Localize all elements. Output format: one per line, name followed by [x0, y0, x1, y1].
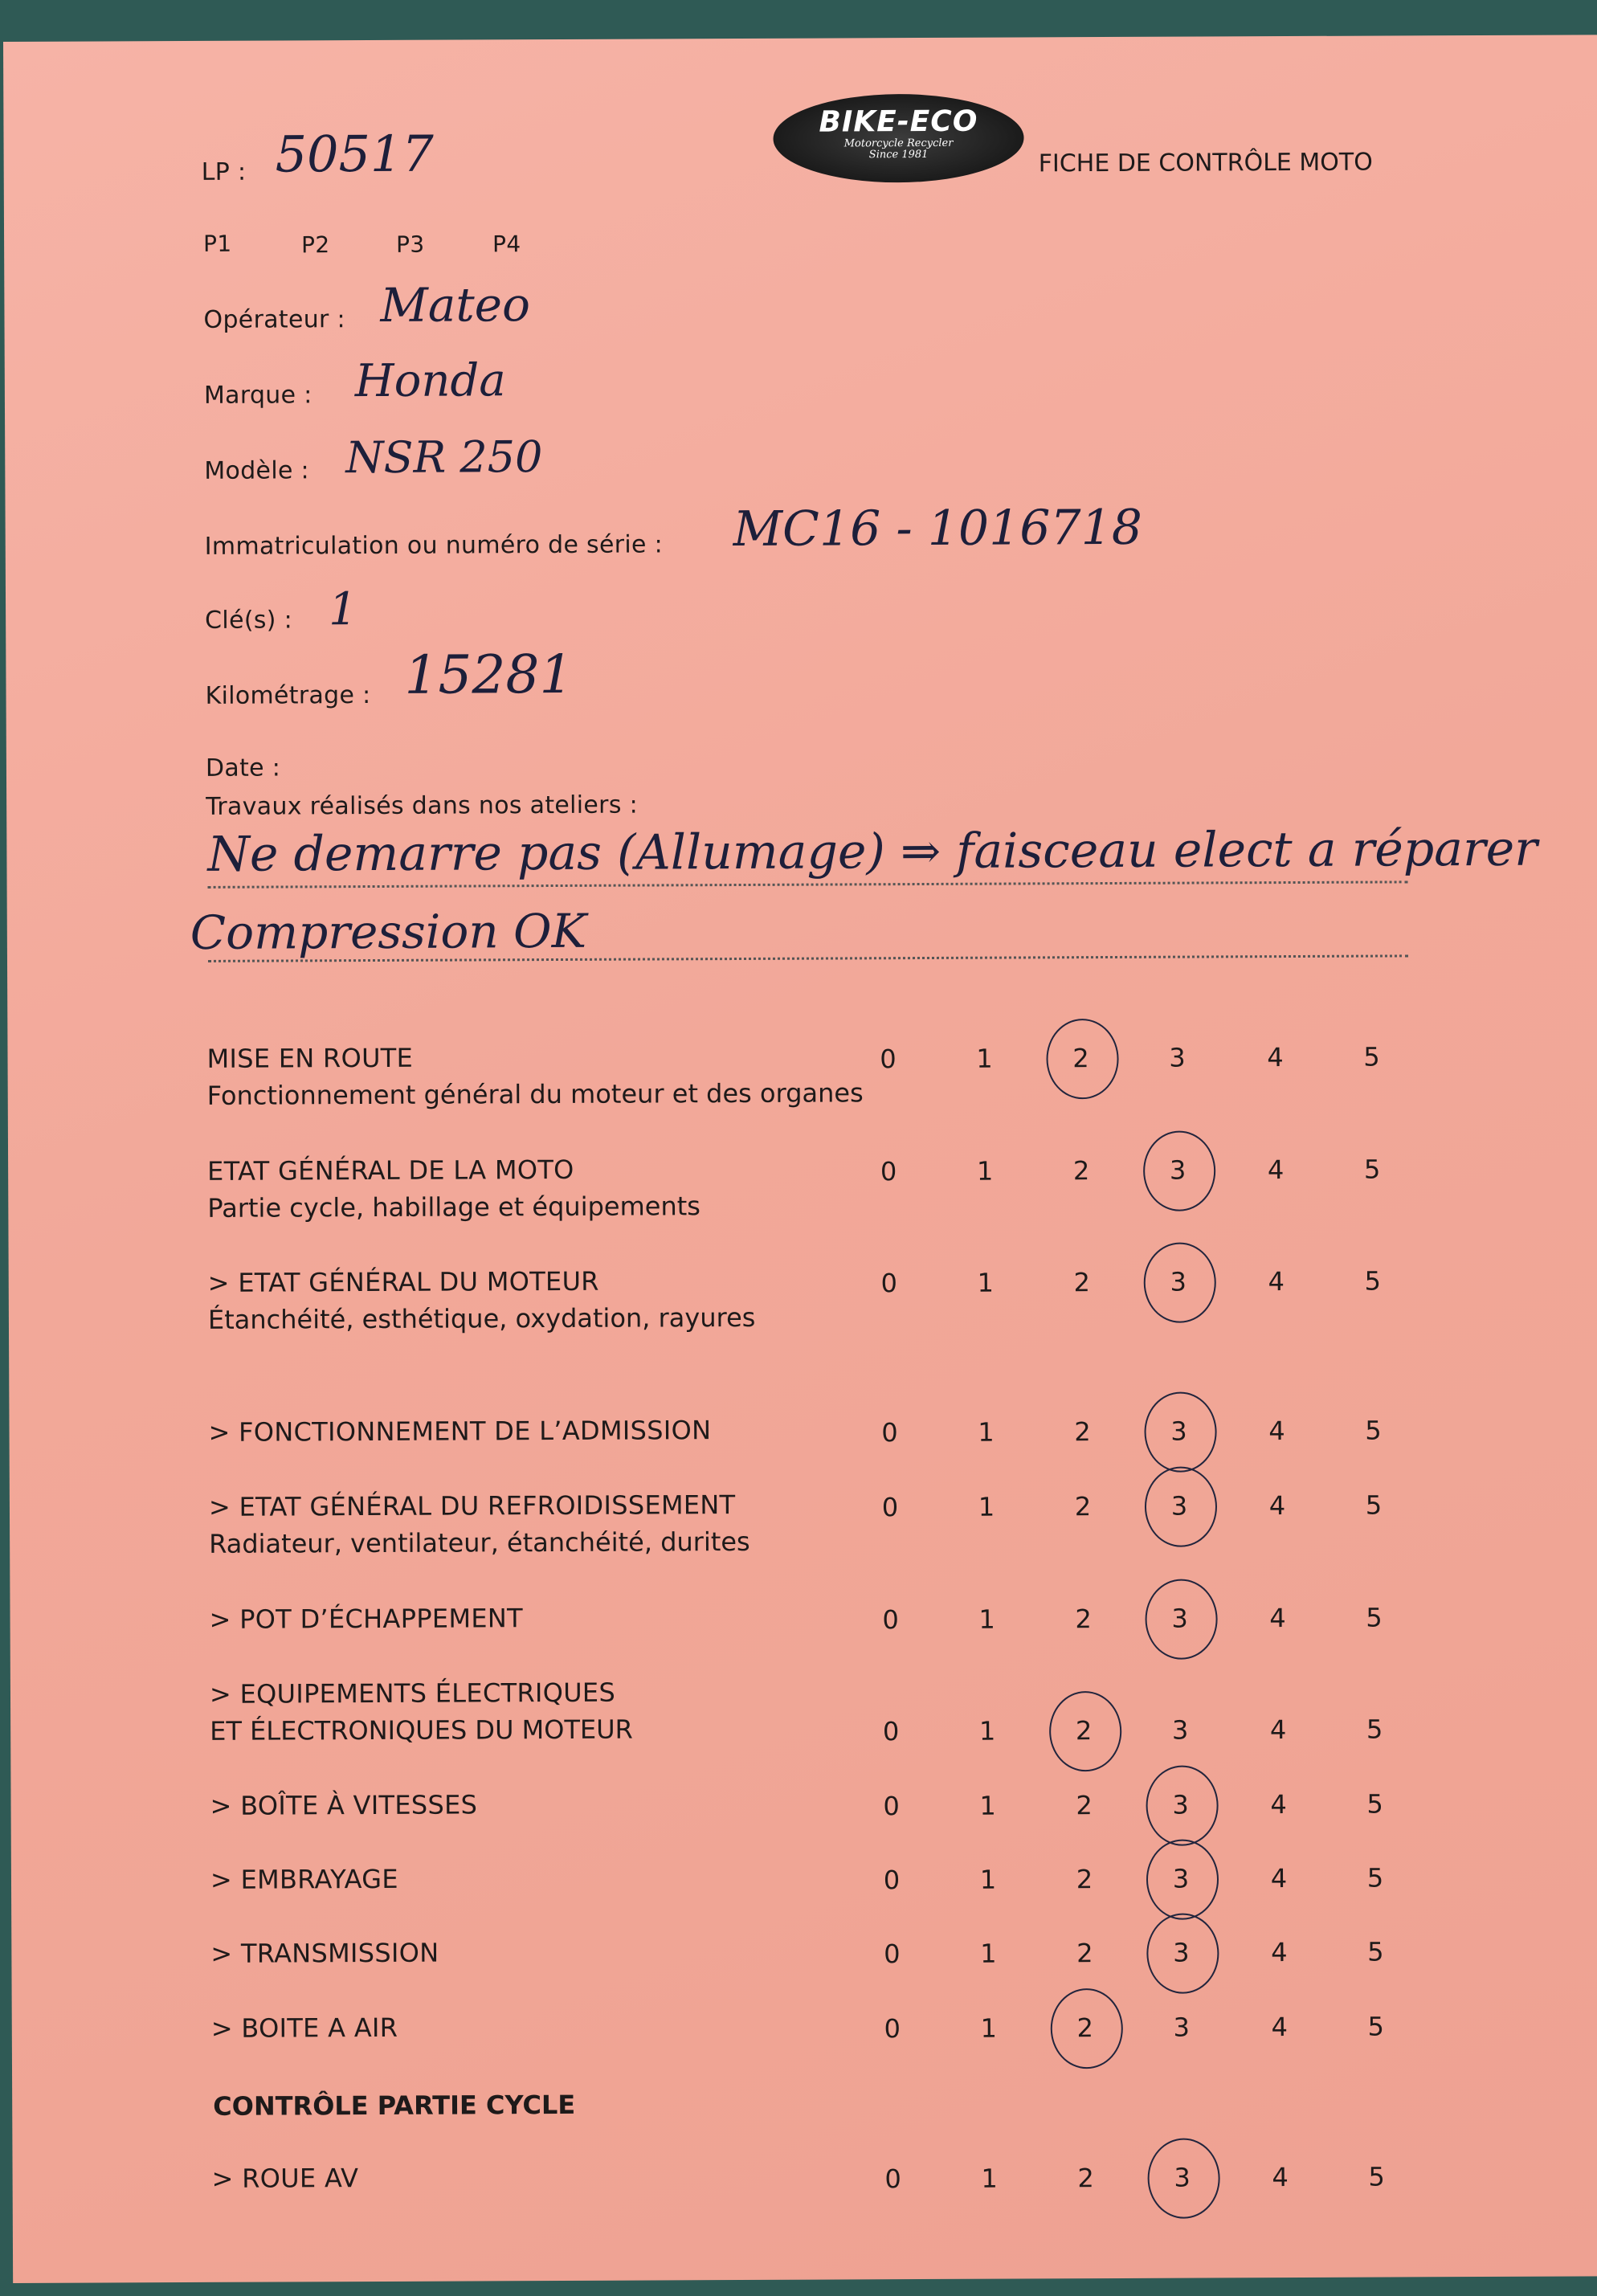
selected-score-circle	[1147, 2138, 1219, 2218]
score-option-1[interactable]: 1	[976, 1043, 993, 1074]
criterion-title: MISE EN ROUTE	[206, 1042, 414, 1074]
score-option-0[interactable]: 0	[881, 1417, 898, 1448]
score-option-3[interactable]: 3	[1169, 1154, 1187, 1186]
p3-label: P3	[396, 231, 425, 258]
score-option-1[interactable]: 1	[979, 1864, 997, 1895]
p2-label: P2	[301, 231, 330, 259]
criterion-title: > TRANSMISSION	[210, 1937, 439, 1969]
criterion-title: > ETAT GÉNÉRAL DU REFROIDISSEMENT	[208, 1489, 736, 1522]
score-option-0[interactable]: 0	[882, 1716, 900, 1747]
score-option-4[interactable]: 4	[1267, 1154, 1285, 1186]
score-option-3[interactable]: 3	[1170, 1490, 1188, 1522]
selected-score-circle	[1146, 1765, 1218, 1845]
operateur-value: Mateo	[380, 277, 531, 333]
kilometrage-value: 15281	[404, 643, 574, 706]
score-option-2[interactable]: 2	[1076, 2012, 1094, 2044]
score-option-5[interactable]: 5	[1367, 2011, 1385, 2042]
score-option-1[interactable]: 1	[981, 2163, 998, 2194]
selected-score-circle	[1049, 1691, 1121, 1771]
criterion-title: > FONCTIONNEMENT DE L’ADMISSION	[208, 1415, 712, 1448]
criterion-title: ETAT GÉNÉRAL DE LA MOTO	[207, 1154, 574, 1187]
score-option-5[interactable]: 5	[1367, 1936, 1384, 1967]
score-option-4[interactable]: 4	[1267, 1042, 1284, 1073]
score-option-3[interactable]: 3	[1174, 2162, 1191, 2193]
score-option-2[interactable]: 2	[1076, 1790, 1093, 1821]
score-option-2[interactable]: 2	[1075, 1715, 1093, 1747]
score-option-1[interactable]: 1	[980, 2012, 998, 2044]
logo-tagline: Motorcycle Recycler	[843, 137, 954, 150]
p1-label: P1	[203, 230, 232, 257]
criterion-subtitle: Étanchéité, esthétique, oxydation, rayures	[207, 1301, 756, 1335]
score-option-1[interactable]: 1	[978, 1604, 995, 1635]
score-option-4[interactable]: 4	[1268, 1266, 1285, 1297]
travaux-note-line1: Ne demarre pas (Allumage) ⇒ faisceau elect a réparer	[207, 820, 1538, 883]
score-option-5[interactable]: 5	[1366, 1862, 1384, 1894]
bike-eco-logo	[773, 93, 1023, 182]
score-option-3[interactable]: 3	[1173, 2012, 1191, 2043]
criterion-subtitle: Radiateur, ventilateur, étanchéité, durites	[209, 1526, 750, 1559]
score-option-1[interactable]: 1	[978, 1715, 996, 1747]
score-option-0[interactable]: 0	[880, 1156, 897, 1187]
criterion-subtitle: Fonctionnement général du moteur et des organes	[206, 1077, 864, 1111]
score-option-4[interactable]: 4	[1272, 2162, 1289, 2193]
criterion-title: > EQUIPEMENTS ÉLECTRIQUES	[209, 1677, 616, 1710]
score-option-2[interactable]: 2	[1074, 1491, 1092, 1522]
criterion-subtitle: ET ÉLECTRONIQUES DU MOTEUR	[210, 1714, 633, 1747]
score-option-0[interactable]: 0	[881, 1492, 899, 1523]
score-option-4[interactable]: 4	[1268, 1490, 1286, 1522]
selected-score-circle	[1145, 1466, 1217, 1546]
score-option-0[interactable]: 0	[884, 2163, 901, 2195]
score-option-3[interactable]: 3	[1170, 1266, 1187, 1297]
score-option-3[interactable]: 3	[1170, 1416, 1187, 1447]
score-option-1[interactable]: 1	[980, 1938, 997, 1969]
kilometrage-label: Kilométrage :	[205, 681, 371, 710]
logo-tagline-year: Since 1981	[868, 148, 929, 161]
selected-score-circle	[1146, 1839, 1219, 1919]
score-option-4[interactable]: 4	[1268, 1416, 1285, 1447]
travaux-label: Travaux réalisés dans nos ateliers :	[206, 791, 639, 821]
score-option-1[interactable]: 1	[979, 1790, 996, 1821]
score-option-3[interactable]: 3	[1173, 1937, 1190, 1968]
score-option-4[interactable]: 4	[1269, 1714, 1287, 1746]
score-option-0[interactable]: 0	[882, 1604, 899, 1636]
score-option-5[interactable]: 5	[1364, 1265, 1382, 1297]
score-option-0[interactable]: 0	[884, 1939, 901, 1970]
travaux-note-line2: Compression OK	[190, 903, 587, 960]
score-option-2[interactable]: 2	[1076, 1864, 1093, 1895]
p4-label: P4	[492, 231, 521, 258]
selected-score-circle	[1146, 1913, 1219, 1993]
modele-label: Modèle :	[204, 456, 309, 485]
score-option-4[interactable]: 4	[1271, 1937, 1288, 1968]
score-option-2[interactable]: 2	[1074, 1416, 1091, 1448]
criterion-title: > ETAT GÉNÉRAL DU MOTEUR	[207, 1265, 599, 1298]
selected-score-circle	[1143, 1130, 1215, 1211]
marque-value: Honda	[354, 354, 506, 408]
score-option-2[interactable]: 2	[1072, 1155, 1090, 1187]
marque-label: Marque :	[203, 381, 312, 410]
score-option-2[interactable]: 2	[1076, 1938, 1093, 1969]
score-option-0[interactable]: 0	[880, 1044, 897, 1075]
score-option-1[interactable]: 1	[977, 1267, 995, 1298]
section-partie-cycle-title: CONTRÔLE PARTIE CYCLE	[213, 2089, 576, 2122]
score-option-0[interactable]: 0	[880, 1268, 898, 1299]
score-option-4[interactable]: 4	[1270, 1863, 1288, 1894]
score-option-0[interactable]: 0	[883, 1865, 901, 1896]
criterion-cycle-title: > ROUE AV	[211, 2163, 359, 2194]
logo-text: BIKE-ECO	[819, 104, 978, 139]
criterion-title: > EMBRAYAGE	[210, 1863, 398, 1895]
score-option-1[interactable]: 1	[978, 1491, 995, 1522]
criterion-title: > BOÎTE À VITESSES	[210, 1789, 478, 1821]
score-option-4[interactable]: 4	[1269, 1603, 1286, 1634]
score-option-2[interactable]: 2	[1077, 2163, 1094, 2194]
lp-label: LP :	[201, 157, 247, 186]
score-option-3[interactable]: 3	[1169, 1042, 1186, 1073]
score-option-2[interactable]: 2	[1072, 1043, 1089, 1074]
score-option-3[interactable]: 3	[1172, 1863, 1190, 1894]
form-title: FICHE DE CONTRÔLE MOTO	[1038, 148, 1373, 178]
score-option-1[interactable]: 1	[978, 1416, 995, 1448]
score-option-0[interactable]: 0	[884, 2013, 901, 2045]
date-label: Date :	[205, 754, 281, 782]
score-option-0[interactable]: 0	[883, 1791, 900, 1822]
criterion-subtitle: Partie cycle, habillage et équipements	[207, 1191, 700, 1224]
score-option-4[interactable]: 4	[1271, 2012, 1289, 2043]
score-option-5[interactable]: 5	[1366, 1602, 1383, 1633]
score-option-2[interactable]: 2	[1073, 1267, 1091, 1298]
score-option-1[interactable]: 1	[976, 1155, 994, 1187]
score-option-5[interactable]: 5	[1363, 1041, 1380, 1072]
score-option-4[interactable]: 4	[1270, 1789, 1287, 1820]
selected-score-circle	[1144, 1391, 1216, 1472]
score-option-5[interactable]: 5	[1368, 2161, 1385, 2192]
cles-label: Clé(s) :	[205, 606, 293, 635]
cles-value: 1	[328, 583, 357, 636]
score-option-2[interactable]: 2	[1075, 1604, 1092, 1635]
control-sheet	[3, 35, 1597, 2283]
immatriculation-label: Immatriculation ou numéro de série :	[204, 530, 664, 561]
selected-score-circle	[1046, 1019, 1118, 1099]
score-option-3[interactable]: 3	[1171, 1714, 1189, 1746]
modele-value: NSR 250	[345, 431, 543, 484]
operateur-label: Opérateur :	[203, 305, 345, 334]
score-option-3[interactable]: 3	[1172, 1789, 1189, 1820]
score-option-5[interactable]: 5	[1365, 1415, 1382, 1446]
score-option-5[interactable]: 5	[1363, 1154, 1381, 1185]
criterion-title: > POT D’ÉCHAPPEMENT	[209, 1603, 523, 1635]
lp-value: 50517	[275, 124, 435, 184]
score-option-5[interactable]: 5	[1366, 1788, 1383, 1820]
selected-score-circle	[1145, 1579, 1217, 1659]
selected-score-circle	[1051, 1988, 1123, 2069]
score-option-3[interactable]: 3	[1171, 1603, 1188, 1634]
selected-score-circle	[1144, 1242, 1216, 1322]
score-option-5[interactable]: 5	[1365, 1489, 1383, 1521]
criterion-title: > BOITE A AIR	[210, 2012, 398, 2044]
score-option-5[interactable]: 5	[1366, 1714, 1383, 1745]
immatriculation-value: MC16 - 1016718	[733, 499, 1143, 558]
